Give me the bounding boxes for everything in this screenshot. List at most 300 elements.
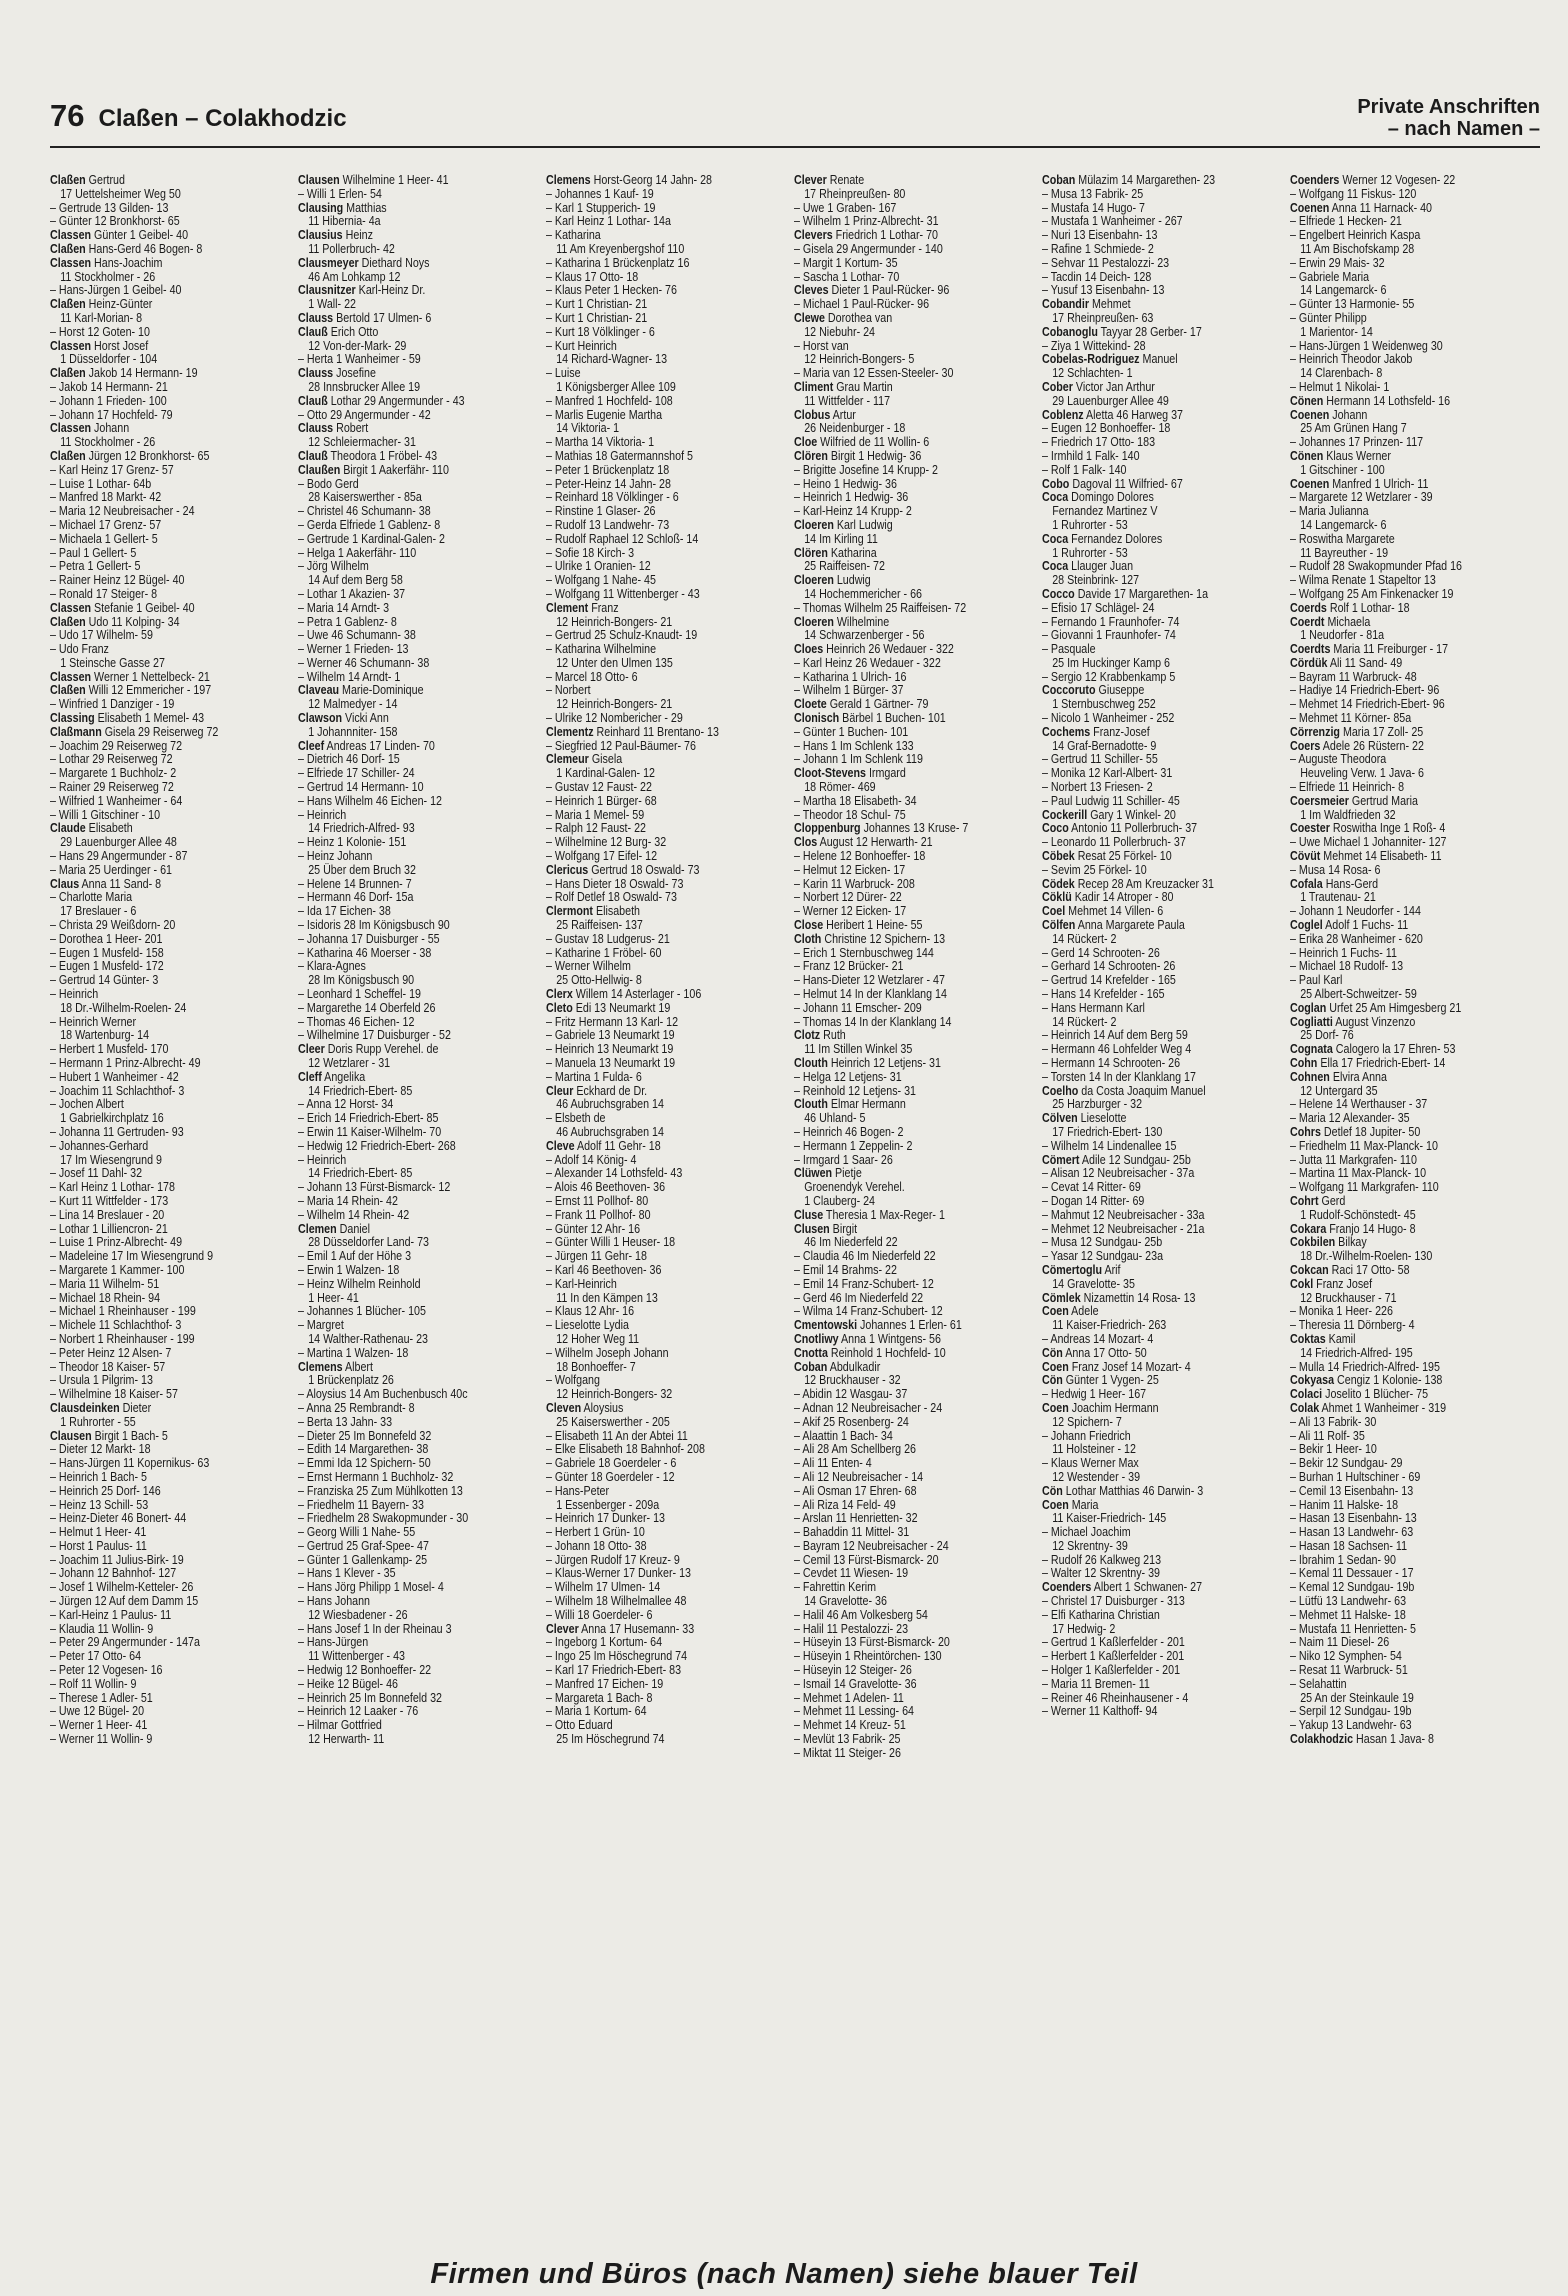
directory-entry: – Manuela 13 Neumarkt 19 xyxy=(546,1056,676,1070)
directory-entry: 14 Friedrich-Alfred- 93 xyxy=(308,821,415,836)
directory-entry: 25 An der Steinkaule 19 xyxy=(1300,1690,1414,1705)
directory-entry: – Peter-Heinz 14 Jahn- 28 xyxy=(546,476,671,491)
directory-entry: – Mehmet 14 Kreuz- 51 xyxy=(794,1718,906,1733)
directory-entry: – Uwe 46 Schumann- 38 xyxy=(298,628,416,643)
directory-entry: – Dorothea 1 Heer- 201 xyxy=(50,931,163,946)
directory-entry: 17 Hedwig- 2 xyxy=(1052,1621,1116,1636)
directory-entry: 28 Innsbrucker Allee 19 xyxy=(308,379,421,394)
directory-entry: Cölfen Anna Margarete Paula xyxy=(1042,918,1185,933)
directory-entry: – Günter 1 Buchen- 101 xyxy=(794,724,909,739)
directory-entry: Cokara Franjo 14 Hugo- 8 xyxy=(1290,1221,1416,1236)
directory-entry: – Willi 18 Goerdeler- 6 xyxy=(546,1607,653,1622)
directory-entry: – Maria 12 Neubreisacher - 24 xyxy=(50,504,195,519)
directory-entry: – Gabriele Maria xyxy=(1290,269,1370,284)
directory-entry: Cleff Angelika xyxy=(298,1069,366,1084)
directory-entry: 28 Im Königsbusch 90 xyxy=(308,973,415,988)
directory-entry: – Elfriede 17 Schiller- 24 xyxy=(298,766,415,781)
directory-entry: – Hanim 11 Halske- 18 xyxy=(1290,1497,1399,1512)
directory-entry: Cöklü Kadir 14 Atroper - 80 xyxy=(1042,890,1174,905)
directory-entry: 17 Im Wiesengrund 9 xyxy=(60,1152,162,1167)
directory-entry: – Wilhelm 14 Arndt- 1 xyxy=(298,669,401,684)
directory-entry: – Sehvar 11 Pestalozzi- 23 xyxy=(1042,255,1170,270)
directory-entry: – Rafine 1 Schmiede- 2 xyxy=(1042,241,1154,256)
directory-entry: Cömlek Nizamettin 14 Rosa- 13 xyxy=(1042,1290,1196,1305)
directory-entry: – Heinrich 25 Im Bonnefeld 32 xyxy=(298,1690,443,1705)
directory-entry: Cödek Recep 28 Am Kreuzacker 31 xyxy=(1042,876,1214,891)
footer-note: Firmen und Büros (nach Namen) siehe blauer Teil xyxy=(430,2258,1138,2290)
directory-entry: Fernandez Martinez V xyxy=(1052,504,1158,519)
directory-entry: 14 Im Kirling 11 xyxy=(804,531,878,546)
directory-entry: Claßmann Gisela 29 Reiserweg 72 xyxy=(50,724,219,739)
directory-entry: Clausing Matthias xyxy=(298,200,387,215)
directory-entry: – Engelbert Heinrich Kaspa xyxy=(1290,228,1421,243)
directory-entry: 11 Am Kreyenbergshof 110 xyxy=(556,241,685,256)
directory-entry: – Heinz Wilhelm Reinhold xyxy=(298,1276,421,1291)
directory-entry: – Eugen 1 Musfeld- 172 xyxy=(50,959,164,974)
directory-entry: – Joachim 11 Schlachthof- 3 xyxy=(50,1083,185,1098)
directory-entry: – Friedhelm 28 Swakopmunder - 30 xyxy=(298,1511,469,1526)
directory-entry: – Eugen 1 Musfeld- 158 xyxy=(50,945,164,960)
directory-entry: – Jörg Wilhelm xyxy=(298,559,369,574)
directory-entry: – Manfred 17 Eichen- 19 xyxy=(546,1676,664,1691)
directory-entry: – Resat 11 Warbruck- 51 xyxy=(1290,1663,1408,1678)
directory-entry: – Horst 12 Goten- 10 xyxy=(50,324,150,339)
directory-entry: – Roswitha Margarete xyxy=(1290,531,1395,546)
directory-entry: – Uwe 1 Graben- 167 xyxy=(794,200,897,215)
directory-entry: 25 Im Höschegrund 74 xyxy=(556,1732,665,1747)
directory-entry: – Mustafa 14 Hugo- 7 xyxy=(1042,200,1145,215)
directory-entry: – Walter 12 Skrentny- 39 xyxy=(1042,1566,1161,1581)
directory-entry: – Werner 46 Schumann- 38 xyxy=(298,655,430,670)
directory-entry: – Joachim 29 Reiserweg 72 xyxy=(50,738,183,753)
directory-entry: Clauß Theodora 1 Fröbel- 43 xyxy=(298,448,438,463)
directory-entry: – Klaus 12 Ahr- 16 xyxy=(546,1304,635,1319)
directory-entry: – Ronald 17 Steiger- 8 xyxy=(50,586,158,601)
directory-entry: – Christel 17 Duisburger - 313 xyxy=(1042,1594,1185,1609)
directory-entry: Cokl Franz Josef xyxy=(1290,1276,1373,1291)
section-title: Private Anschriften xyxy=(1357,96,1540,118)
directory-entry: 14 Richard-Wagner- 13 xyxy=(556,352,668,367)
directory-entry: – Heinz Johann xyxy=(298,849,373,864)
directory-entry: 14 Friedrich-Ebert- 85 xyxy=(308,1166,413,1181)
directory-entry: – Johann 18 Otto- 38 xyxy=(546,1538,647,1553)
directory-entry: Clonisch Bärbel 1 Buchen- 101 xyxy=(794,711,946,726)
directory-entry: – Hans-Peter xyxy=(546,1483,610,1498)
directory-entry: – Reinhold 12 Letjens- 31 xyxy=(794,1083,917,1098)
directory-entry: Climent Grau Martin xyxy=(794,379,893,394)
directory-entry: Classen Stefanie 1 Geibel- 40 xyxy=(50,600,195,615)
directory-entry: Clouth Heinrich 12 Letjens- 31 xyxy=(794,1056,941,1070)
directory-entry: – Ida 17 Eichen- 38 xyxy=(298,904,391,919)
directory-entry: – Horst van xyxy=(794,338,849,353)
directory-entry: – Norbert 12 Dürer- 22 xyxy=(794,890,902,905)
directory-entry: – Johannes 1 Kauf- 19 xyxy=(546,186,654,201)
directory-entry: – Naim 11 Diesel- 26 xyxy=(1290,1635,1390,1650)
directory-entry: 26 Neidenburger - 18 xyxy=(804,421,906,436)
directory-entry: – Luise 1 Prinz-Albrecht- 49 xyxy=(50,1235,183,1250)
directory-entry: Coenders Albert 1 Schwanen- 27 xyxy=(1042,1580,1203,1595)
directory-entry: 12 Schlachten- 1 xyxy=(1052,366,1133,381)
section-subtitle: – nach Namen – xyxy=(1387,118,1540,140)
directory-entry: – Herbert 1 Kaßlerfelder - 201 xyxy=(1042,1649,1185,1664)
directory-entry: – Lothar 1 Akazien- 37 xyxy=(298,586,406,601)
directory-entry: – Siegfried 12 Paul-Bäumer- 76 xyxy=(546,738,696,753)
directory-entry: – Wilhelm 14 Rhein- 42 xyxy=(298,1207,410,1222)
directory-entry: Claßen Jakob 14 Hermann- 19 xyxy=(50,366,198,381)
directory-entry: – Holger 1 Kaßlerfelder - 201 xyxy=(1042,1663,1181,1678)
directory-entry: Coccoruto Giuseppe xyxy=(1042,683,1145,698)
directory-entry: – Hüseyin 13 Fürst-Bismarck- 20 xyxy=(794,1635,950,1650)
directory-entry: 11 Am Bischofskamp 28 xyxy=(1300,241,1415,256)
directory-entry: – Charlotte Maria xyxy=(50,890,133,905)
directory-entry: 11 Hibernia- 4a xyxy=(308,214,381,229)
directory-entry: – Wilhelmine 18 Kaiser- 57 xyxy=(50,1387,178,1402)
directory-entry: Coca Llauger Juan xyxy=(1042,559,1134,574)
name-range: Claßen – Colakhodzic xyxy=(98,105,347,132)
directory-entry: – Madeleine 17 Im Wiesengrund 9 xyxy=(50,1249,214,1264)
directory-entry: Cleven Aloysius xyxy=(546,1400,624,1415)
directory-entry: – Norbert 13 Friesen- 2 xyxy=(1042,780,1153,795)
directory-entry: Clermont Elisabeth xyxy=(546,904,641,919)
directory-entry: 1 Gabrielkirchplatz 16 xyxy=(60,1111,164,1126)
directory-entry: – Gerd 46 Im Niederfeld 22 xyxy=(794,1290,924,1305)
directory-entry: – Werner 11 Wollin- 9 xyxy=(50,1732,153,1747)
directory-entry: – Torsten 14 In der Klanklang 17 xyxy=(1042,1069,1196,1084)
directory-entry: – Maria 12 Alexander- 35 xyxy=(1290,1111,1410,1126)
directory-entry: – Johann 17 Hochfeld- 79 xyxy=(50,407,173,422)
directory-entry: – Ulrike 1 Oranien- 12 xyxy=(546,559,651,574)
directory-entry: – Wilhelm 1 Bürger- 37 xyxy=(794,683,904,698)
directory-entry: – Monika 12 Karl-Albert- 31 xyxy=(1042,766,1173,781)
directory-entry: 14 Walther-Rathenau- 23 xyxy=(308,1331,429,1346)
directory-entry: – Wilhelmine 17 Duisburger - 52 xyxy=(298,1028,451,1043)
directory-entry: – Miktat 11 Steiger- 26 xyxy=(794,1745,901,1760)
directory-entry: – Hüseyin 1 Rheintörchen- 130 xyxy=(794,1649,942,1664)
directory-entry: 46 Am Lohkamp 12 xyxy=(308,269,401,284)
directory-entry: Claveau Marie-Dominique xyxy=(298,683,424,698)
directory-entry: – Gustav 18 Ludgerus- 21 xyxy=(546,931,670,946)
directory-entry: 12 Bruckhauser - 32 xyxy=(804,1373,901,1388)
directory-entry: Cleef Andreas 17 Linden- 70 xyxy=(298,738,435,753)
directory-entry: 12 Malmedyer - 14 xyxy=(308,697,398,712)
directory-entry: – Werner 1 Frieden- 13 xyxy=(298,642,409,657)
directory-entry: – Wolfgang 11 Wittenberger - 43 xyxy=(546,586,700,601)
directory-entry: – Wilhelm Joseph Johann xyxy=(546,1345,669,1360)
directory-entry: Cloeren Ludwig xyxy=(794,573,871,588)
directory-entry: – Joachim 11 Julius-Birk- 19 xyxy=(50,1552,184,1567)
directory-entry: 1 Essenberger - 209a xyxy=(556,1497,660,1512)
directory-entry: – Rudolf 28 Swakopmunder Pfad 16 xyxy=(1290,559,1462,574)
directory-entry: 11 Holsteiner - 12 xyxy=(1052,1442,1136,1457)
directory-entry: – Auguste Theodora xyxy=(1290,752,1387,767)
directory-entry: – Selahattin xyxy=(1290,1676,1347,1691)
directory-entry: – Burhan 1 Hultschiner - 69 xyxy=(1290,1469,1421,1484)
directory-entry: 18 Wartenburg- 14 xyxy=(60,1028,150,1043)
directory-entry: – Ziya 1 Wittekind- 28 xyxy=(1042,338,1146,353)
directory-entry: – Gisela 29 Angermunder - 140 xyxy=(794,241,943,256)
directory-entry: – Claudia 46 Im Niederfeld 22 xyxy=(794,1249,936,1264)
directory-entry: – Peter 17 Otto- 64 xyxy=(50,1649,142,1664)
directory-entry: – Klaus Werner Max xyxy=(1042,1456,1139,1471)
directory-entry: – Johannes 17 Prinzen- 117 xyxy=(1290,435,1424,450)
directory-entry: 11 Kaiser-Friedrich- 145 xyxy=(1052,1511,1167,1526)
directory-entry: – Marcel 18 Otto- 6 xyxy=(546,669,638,684)
directory-entry: – Rolf Detlef 18 Oswald- 73 xyxy=(546,890,677,905)
directory-entry: 14 Clarenbach- 8 xyxy=(1300,366,1383,381)
directory-entry: 18 Römer- 469 xyxy=(804,780,876,795)
directory-entry: – Martina 1 Fulda- 6 xyxy=(546,1069,642,1084)
directory-entry: – Michael 18 Rhein- 94 xyxy=(50,1290,161,1305)
directory-entry: – Michele 11 Schlachthof- 3 xyxy=(50,1318,182,1333)
directory-entry: 12 Wetzlarer - 31 xyxy=(308,1056,391,1070)
directory-entry: Cömertoglu Arif xyxy=(1042,1262,1121,1277)
directory-entry: – Helmut 14 In der Klanklang 14 xyxy=(794,987,947,1002)
directory-entry: Claußen Birgit 1 Aakerfähr- 110 xyxy=(298,462,449,477)
directory-entry: Cleer Doris Rupp Verehel. de xyxy=(298,1042,439,1057)
directory-entry: Cnotta Reinhold 1 Hochfeld- 10 xyxy=(794,1345,946,1360)
directory-entry: – Heinz-Dieter 46 Bonert- 44 xyxy=(50,1511,187,1526)
directory-entry: – Hans 29 Angermunder - 87 xyxy=(50,849,188,864)
column-5 xyxy=(1042,174,1290,2234)
directory-entry: – Kurt Heinrich xyxy=(546,338,617,353)
directory-entry: – Akif 25 Rosenberg- 24 xyxy=(794,1414,909,1429)
directory-entry: – Wolfgang 17 Eifel- 12 xyxy=(546,849,658,864)
directory-entry: Coen Joachim Hermann xyxy=(1042,1400,1159,1415)
directory-entry: 1 Trautenau- 21 xyxy=(1300,890,1376,905)
directory-entry: – Heinrich Werner xyxy=(50,1014,137,1029)
directory-entry: – Helene 14 Brunnen- 7 xyxy=(298,876,412,891)
directory-entry: – Martha 14 Viktoria- 1 xyxy=(546,435,655,450)
directory-entry: Cohnen Elvira Anna xyxy=(1290,1069,1387,1084)
directory-entry: – Hasan 18 Sachsen- 11 xyxy=(1290,1538,1408,1553)
directory-entry: – Mehmet 11 Halske- 18 xyxy=(1290,1607,1406,1622)
directory-entry: – Hans Jörg Philipp 1 Mosel- 4 xyxy=(298,1580,444,1595)
directory-entry: Clüwen Pietje xyxy=(794,1166,862,1181)
directory-entry: – Musa 13 Fabrik- 25 xyxy=(1042,186,1144,201)
directory-entry: – Wilhelm 17 Ulmen- 14 xyxy=(546,1580,661,1595)
directory-entry: – Friedhelm 11 Bayern- 33 xyxy=(298,1497,424,1512)
directory-entry: – Winfried 1 Danziger - 19 xyxy=(50,697,175,712)
directory-entry: – Ralph 12 Faust- 22 xyxy=(546,821,646,836)
directory-entry: – Wolfgang 11 Fiskus- 120 xyxy=(1290,186,1417,201)
directory-entry: – Mevlüt 13 Fabrik- 25 xyxy=(794,1732,901,1747)
directory-entry: 1 Sternbuschweg 252 xyxy=(1052,697,1156,712)
directory-entry: 12 Von-der-Mark- 29 xyxy=(308,338,407,353)
directory-entry: – Petra 1 Gablenz- 8 xyxy=(298,614,397,629)
directory-entry: – Jürgen Rudolf 17 Kreuz- 9 xyxy=(546,1552,680,1567)
directory-entry: – Mulla 14 Friedrich-Alfred- 195 xyxy=(1290,1359,1440,1374)
directory-entry: – Udo Franz xyxy=(50,642,109,657)
directory-entry: 18 Dr.-Wilhelm-Roelen- 24 xyxy=(60,1000,187,1015)
directory-entry: – Ingo 25 Im Höschegrund 74 xyxy=(546,1649,688,1664)
directory-entry: – Martha 18 Elisabeth- 34 xyxy=(794,793,917,808)
directory-entry: – Mahmut 12 Neubreisacher - 33a xyxy=(1042,1207,1205,1222)
directory-entry: Cochems Franz-Josef xyxy=(1042,724,1150,739)
directory-entry: – Heinrich 12 Laaker - 76 xyxy=(298,1704,419,1719)
directory-entry: – Erich 14 Friedrich-Ebert- 85 xyxy=(298,1111,439,1126)
directory-entry: – Johann 1 Im Schlenk 119 xyxy=(794,752,923,767)
directory-entry: – Emil 1 Auf der Höhe 3 xyxy=(298,1249,412,1264)
directory-entry: Coco Antonio 11 Pollerbruch- 37 xyxy=(1042,821,1198,836)
directory-entry: 11 Bayreuther - 19 xyxy=(1300,545,1389,560)
directory-entry: – Franz 12 Brücker- 21 xyxy=(794,959,904,974)
directory-entry: 14 Friedrich-Alfred- 195 xyxy=(1300,1345,1413,1360)
directory-entry: – Alois 46 Beethoven- 36 xyxy=(546,1180,666,1195)
directory-entry: Cön Anna 17 Otto- 50 xyxy=(1042,1345,1147,1360)
directory-entry: Cörrenzig Maria 17 Zoll- 25 xyxy=(1290,724,1424,739)
directory-entry: – Ali 11 Rolf- 35 xyxy=(1290,1428,1365,1443)
directory-entry: – Katharina 1 Brückenplatz 16 xyxy=(546,255,690,270)
directory-entry: – Werner Wilhelm xyxy=(546,959,631,974)
directory-entry: – Sascha 1 Lothar- 70 xyxy=(794,269,900,284)
directory-entry: – Ismail 14 Gravelotte- 36 xyxy=(794,1676,917,1691)
directory-entry: – Günter 12 Bronkhorst- 65 xyxy=(50,214,180,229)
directory-entry: – Udo 17 Wilhelm- 59 xyxy=(50,628,153,643)
directory-entry: – Luise 1 Lothar- 64b xyxy=(50,476,152,491)
directory-entry: Clos August 12 Herwarth- 21 xyxy=(794,835,933,850)
directory-entry: 17 Rheinpreußen- 80 xyxy=(804,186,906,201)
directory-entry: 1 Brückenplatz 26 xyxy=(308,1373,394,1388)
directory-entry: – Herta 1 Wanheimer - 59 xyxy=(298,352,421,367)
directory-entry: – Günter Willi 1 Heuser- 18 xyxy=(546,1235,676,1250)
directory-entry: Claßen Udo 11 Kolping- 34 xyxy=(50,614,180,629)
directory-entry: Cogliatti August Vinzenzo xyxy=(1290,1014,1416,1029)
directory-entry: – Gertrud 14 Krefelder - 165 xyxy=(1042,973,1176,988)
directory-entry: 12 Westender - 39 xyxy=(1052,1469,1141,1484)
directory-entry: – Klara-Agnes xyxy=(298,959,366,974)
directory-entry: Cnotliwy Anna 1 Wintgens- 56 xyxy=(794,1331,941,1346)
directory-entry: – Hans Hermann Karl xyxy=(1042,1000,1145,1015)
directory-entry: Cokyasa Cengiz 1 Kolonie- 138 xyxy=(1290,1373,1443,1388)
directory-entry: – Nicolo 1 Wanheimer - 252 xyxy=(1042,711,1175,726)
directory-entry: – Kurt 1 Christian- 21 xyxy=(546,297,648,312)
directory-entry: Cofala Hans-Gerd xyxy=(1290,876,1379,891)
directory-entry: 25 Im Huckinger Kamp 6 xyxy=(1052,655,1171,670)
directory-entry: – Gertrud 11 Schiller- 55 xyxy=(1042,752,1158,767)
directory-entry: – Luise xyxy=(546,366,581,381)
directory-entry: – Gertrud 14 Günter- 3 xyxy=(50,973,159,988)
directory-entry: – Helene 12 Bonhoeffer- 18 xyxy=(794,849,926,864)
directory-entry: – Theodor 18 Schul- 75 xyxy=(794,807,906,822)
directory-entry: 11 Im Stillen Winkel 35 xyxy=(804,1042,913,1057)
directory-entry: Cömert Adile 12 Sundgau- 25b xyxy=(1042,1152,1191,1167)
directory-entry: Coers Adele 26 Rüstern- 22 xyxy=(1290,738,1424,753)
directory-entry: – Margarete 12 Wetzlarer - 39 xyxy=(1290,490,1433,505)
directory-entry: – Alaattin 1 Bach- 34 xyxy=(794,1428,893,1443)
directory-entry: – Ernst Hermann 1 Buchholz- 32 xyxy=(298,1469,454,1484)
directory-entry: – Friedrich 17 Otto- 183 xyxy=(1042,435,1156,450)
directory-entry: – Josef 11 Dahl- 32 xyxy=(50,1166,143,1181)
directory-entry: – Adolf 14 König- 4 xyxy=(546,1152,637,1167)
directory-entry: – Otto Eduard xyxy=(546,1718,613,1733)
directory-entry: – Karl Heinz 1 Lothar- 178 xyxy=(50,1180,175,1195)
directory-entry: – Norbert 1 Rheinhauser - 199 xyxy=(50,1331,195,1346)
directory-entry: Cöbek Resat 25 Förkel- 10 xyxy=(1042,849,1172,864)
directory-entry: Cmentowski Johannes 1 Erlen- 61 xyxy=(794,1318,962,1333)
directory-entry: Cleur Eckhard de Dr. xyxy=(546,1083,648,1098)
directory-entry: Clauss Josefine xyxy=(298,366,376,381)
directory-entry: Classing Elisabeth 1 Memel- 43 xyxy=(50,711,205,726)
directory-entry: – Karl Heinz 17 Grenz- 57 xyxy=(50,462,174,477)
directory-entry: – Katharina xyxy=(546,228,601,243)
directory-entry: – Musa 12 Sundgau- 25b xyxy=(1042,1235,1163,1250)
directory-entry: – Maria 14 Arndt- 3 xyxy=(298,600,390,615)
directory-entry: 17 Rheinpreußen- 63 xyxy=(1052,310,1154,325)
directory-entry: – Mathias 18 Gatermannshof 5 xyxy=(546,448,693,463)
directory-entry: 25 Am Grünen Hang 7 xyxy=(1300,421,1407,436)
directory-entry: Clören Birgit 1 Hedwig- 36 xyxy=(794,448,922,463)
directory-entry: – Wilfried 1 Wanheimer - 64 xyxy=(50,793,183,808)
directory-entry: 25 Über dem Bruch 32 xyxy=(308,862,416,877)
directory-entry: – Aloysius 14 Am Buchenbusch 40c xyxy=(298,1387,468,1402)
directory-entry: – Bahaddin 11 Mittel- 31 xyxy=(794,1525,910,1540)
directory-entry: Cohrs Detlef 18 Jupiter- 50 xyxy=(1290,1124,1421,1139)
directory-entry: – Heinrich xyxy=(50,987,99,1002)
directory-entry: – Jürgen 12 Auf dem Damm 15 xyxy=(50,1594,199,1609)
directory-entry: Cobo Dagoval 11 Wilfried- 67 xyxy=(1042,476,1183,491)
directory-entry: Coel Mehmet 14 Villen- 6 xyxy=(1042,904,1164,919)
directory-entry: Classen Günter 1 Geibel- 40 xyxy=(50,228,189,243)
directory-entry: – Ali 12 Neubreisacher - 14 xyxy=(794,1469,924,1484)
directory-entry: – Werner 1 Heer- 41 xyxy=(50,1718,148,1733)
directory-entry: – Paul 1 Gellert- 5 xyxy=(50,545,137,560)
directory-entry: – Margarete 1 Buchholz- 2 xyxy=(50,766,177,781)
directory-entry: Clawson Vicki Ann xyxy=(298,711,389,726)
directory-entry: – Berta 13 Jahn- 33 xyxy=(298,1414,393,1429)
directory-entry: – Hermann 1 Prinz-Albrecht- 49 xyxy=(50,1056,201,1070)
directory-entry: 1 Johannniter- 158 xyxy=(308,724,398,739)
directory-entry: – Hans 1 Im Schlenk 133 xyxy=(794,738,914,753)
directory-entry: – Emil 14 Brahms- 22 xyxy=(794,1262,897,1277)
directory-entry: – Abidin 12 Wasgau- 37 xyxy=(794,1387,908,1402)
directory-entry: – Heinrich 13 Neumarkt 19 xyxy=(546,1042,674,1057)
directory-entry: – Elfi Katharina Christian xyxy=(1042,1607,1160,1622)
directory-entry: Cleve Adolf 11 Gehr- 18 xyxy=(546,1138,661,1153)
directory-entry: – Fahrettin Kerim xyxy=(794,1580,877,1595)
directory-entry: – Wilhelm 18 Wilhelmallee 48 xyxy=(546,1594,687,1609)
directory-entry: – Elfriede 1 Hecken- 21 xyxy=(1290,214,1402,229)
directory-entry: – Michaela 1 Gellert- 5 xyxy=(50,531,158,546)
directory-entry: – Brigitte Josefine 14 Krupp- 2 xyxy=(794,462,939,477)
directory-entry: – Anna 25 Rembrandt- 8 xyxy=(298,1400,415,1415)
directory-entry: – Rolf 11 Wollin- 9 xyxy=(50,1676,137,1691)
directory-entry: – Wolfgang 11 Markgrafen- 110 xyxy=(1290,1180,1439,1195)
directory-entry: – Manfred 1 Hochfeld- 108 xyxy=(546,393,673,408)
directory-entry: – Marlis Eugenie Martha xyxy=(546,407,663,422)
directory-entry: 12 Herwarth- 11 xyxy=(308,1732,385,1747)
directory-entry: – Wilma Renate 1 Stapeltor 13 xyxy=(1290,573,1436,588)
directory-entry: Claßen Jürgen 12 Bronkhorst- 65 xyxy=(50,448,210,463)
directory-entry: – Heinrich 14 Auf dem Berg 59 xyxy=(1042,1028,1188,1043)
directory-entry: 11 Pollerbruch- 42 xyxy=(308,241,395,256)
directory-entry: – Heinrich 1 Fuchs- 11 xyxy=(1290,945,1397,960)
directory-entry: – Michael 1 Paul-Rücker- 96 xyxy=(794,297,930,312)
directory-entry: – Gertrud 14 Hermann- 10 xyxy=(298,780,424,795)
directory-entry: 1 Königsberger Allee 109 xyxy=(556,379,676,394)
directory-entry: 12 Heinrich-Bongers- 32 xyxy=(556,1387,673,1402)
directory-entry: – Bayram 12 Neubreisacher - 24 xyxy=(794,1538,949,1553)
directory-entry: – Franziska 25 Zum Mühlkotten 13 xyxy=(298,1483,463,1498)
directory-entry: – Jutta 11 Markgrafen- 110 xyxy=(1290,1152,1417,1167)
directory-entry: 11 Wittenberger - 43 xyxy=(308,1649,405,1664)
directory-entry: 46 Uhland- 5 xyxy=(804,1111,866,1126)
directory-entry: – Gertrud 25 Schulz-Knaudt- 19 xyxy=(546,628,698,643)
directory-entry: Cloppenburg Johannes 13 Kruse- 7 xyxy=(794,821,969,836)
directory-entry: – Dogan 14 Ritter- 69 xyxy=(1042,1193,1145,1208)
directory-entry: – Johanna 17 Duisburger - 55 xyxy=(298,931,440,946)
directory-entry: – Heinrich 1 Hedwig- 36 xyxy=(794,490,909,505)
directory-entry: Coblenz Aletta 46 Harweg 37 xyxy=(1042,407,1184,422)
